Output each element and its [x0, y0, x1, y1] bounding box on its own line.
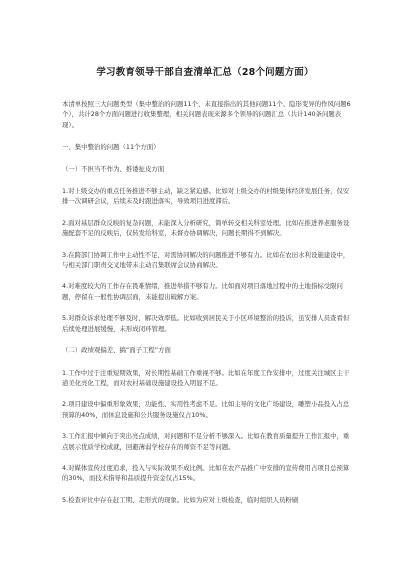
- section2-item-5: 5.检查评比中存在赶工期、走形式的现象。比如为应对上级检查，临时组织人员粉刷: [62, 495, 299, 504]
- section1-item-2: 2.面对基层群众反映的复杂问题，未能深入分析研究，简单转交相关科室处理。比如在推进养老服务设施配套不足的反映后，仅转发给科室，未督办协调解决，问题长期得不到解决。: [62, 218, 350, 238]
- document-body: [62, 99, 354, 516]
- section1-item-3: 3.在跨部门协调工作中主动性不足，对需协同解决的问题推进不够有力。比如在农田水利设施建设中，与相关部门职责交叉地带未主动召集联席会议协商解决。: [62, 250, 350, 270]
- section1-item-4: 4.对难度较大的工作存在畏难情绪，推进举措不够有力。比如面对项目落地过程中的土地指标受限问题，停留在一般性协调层面，未能提出破解方案。: [62, 282, 343, 301]
- intro-paragraph: 本清单按照三大问题类型（集中整治的问题11个、未直接指出的其他问题11个、隐形变异的作风问题6个），共计28个方面问题进行收集整理，相关问题表现来源多个领导的问题汇总（共计140条问题表现）。: [62, 100, 351, 129]
- section2-item-3: 3.工作汇报中倾向于突出亮点成绩，对问题和不足分析不够深入。比如在教育质量提升工作汇报中，重点展示优质学校成就，回避薄弱学校存在的师资不足等问题。: [62, 432, 350, 451]
- section1-item-5: 5.对群众诉求处理不够及时，解决效率低。比如收到居民关于小区环境整治的投诉，虽安排人员查看但后续处理进展缓慢，未形成闭环管理。: [62, 314, 350, 333]
- section1-heading: （一）不担当不作为、推诿扯皮方面: [62, 164, 165, 173]
- document-title: 学习教育领导干部自查清单汇总（28个问题方面）: [96, 67, 314, 78]
- part1-heading: 一、集中整治的问题（11个方面）: [62, 143, 160, 152]
- section2-item-2: 2.项目建设中偏重形象效果，功能性、实用性考虑不足。比如主导的文化广场建设，雕塑小品投入占总预算的40%，而休息设施和公共服务设施仅占10%。: [62, 400, 350, 419]
- section1-item-1: 1.对上级交办的重点任务推进不够主动，缺乏紧迫感。比如对上级交办的村级集体经济发展任务，仅安排一次调研会议，后续未及时跟进落实，导致项目进度滞后。: [62, 187, 350, 206]
- section2-item-1: 1.工作中过于注重短期效果，对长期性基础工作重视不够。比如在年度工作安排中，过度关注城区主干道美化亮化工程，而对农村基础设施建设投入明显不足。: [62, 368, 350, 387]
- section2-heading: （二）政绩观偏差、搞“面子工程”方面: [62, 346, 171, 355]
- section2-item-4: 4.对媒体宣传过度追求，投入与实际效果不成比例。比如在农产品推广中安排的宣传费用占项目总预算的30%，而技术指导和品质提升资金仅占15%。: [62, 463, 350, 483]
